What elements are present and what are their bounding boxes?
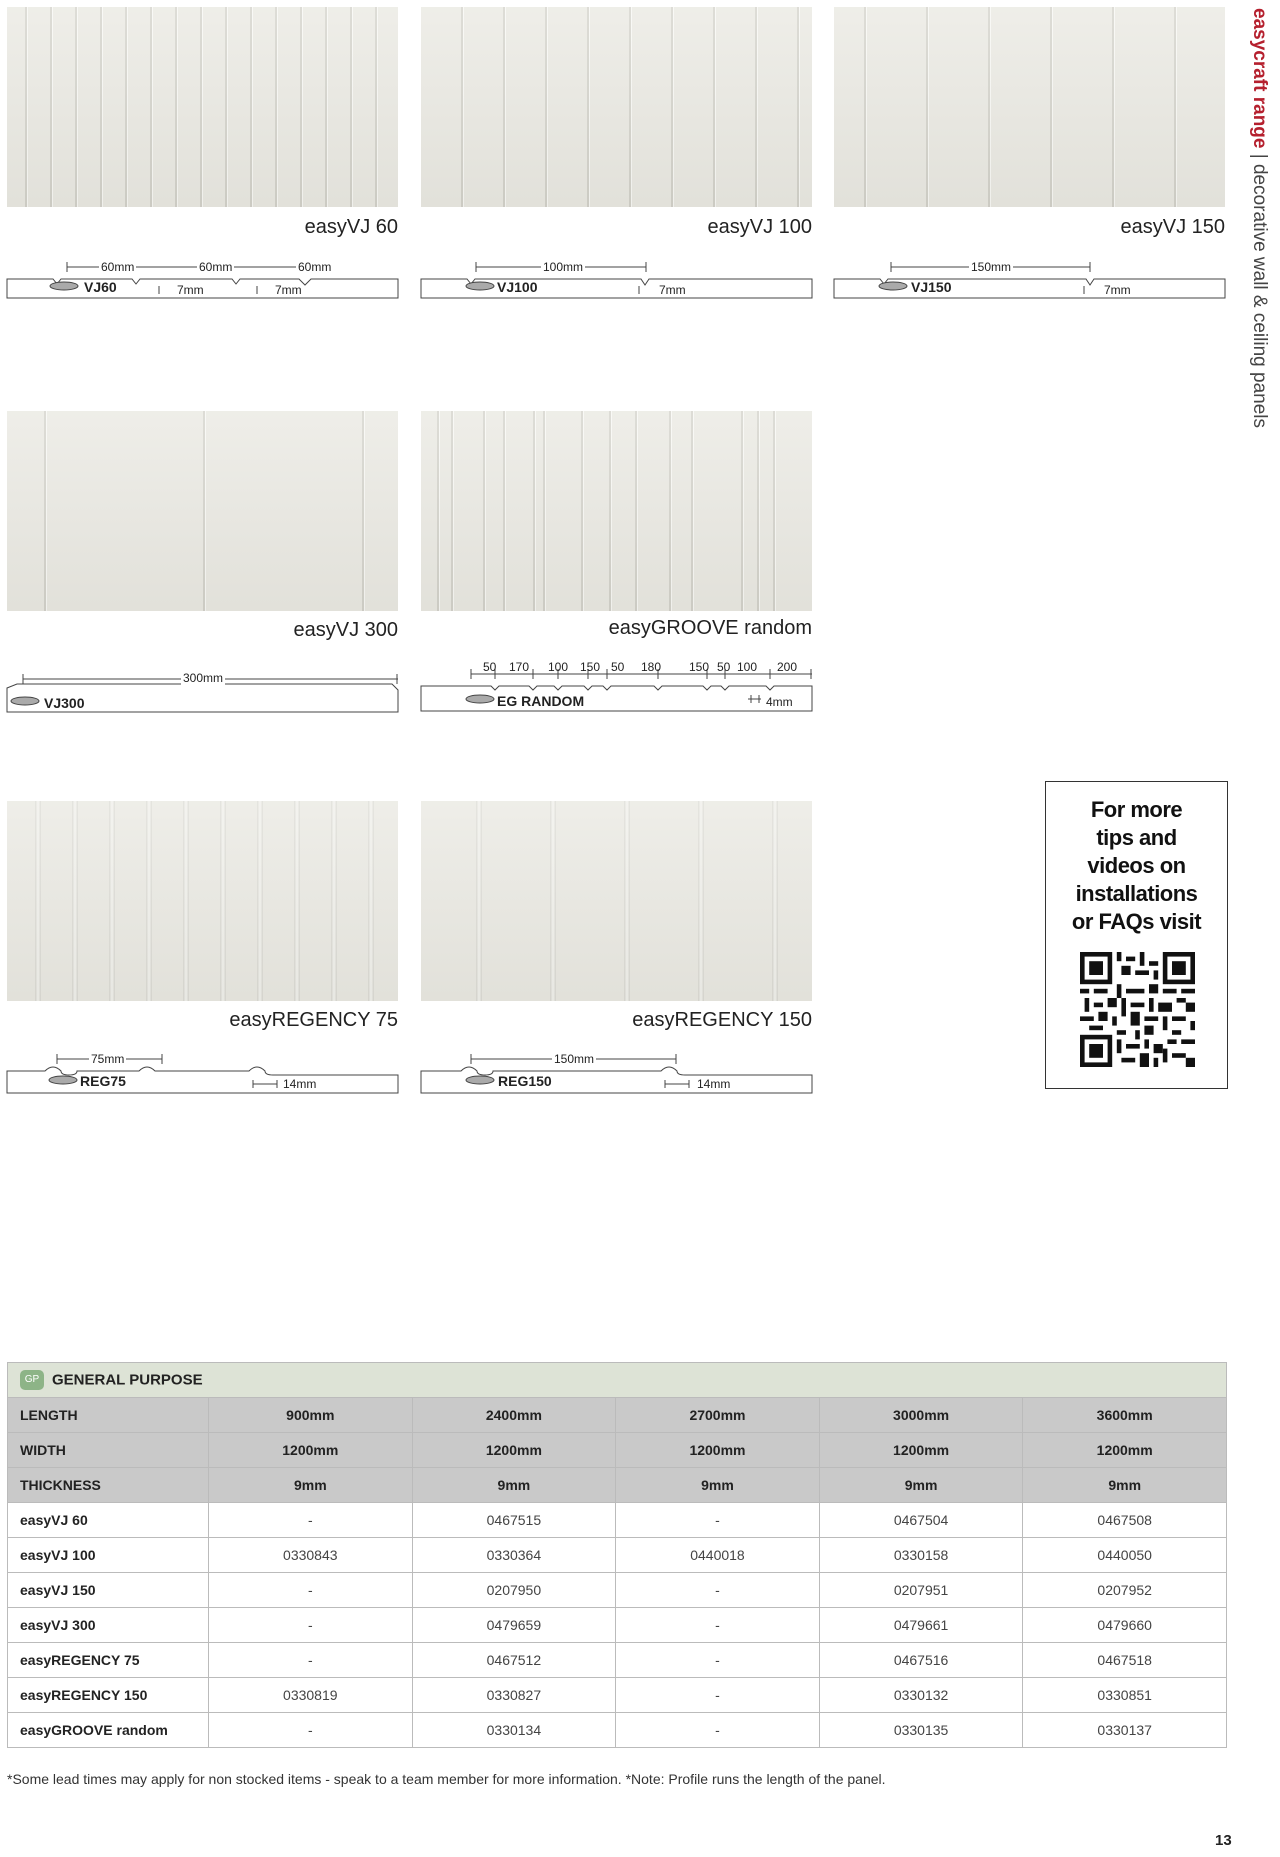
row-label: WIDTH — [8, 1433, 209, 1468]
panel-image-reg150 — [421, 801, 812, 1001]
product-code: 0467516 — [819, 1643, 1023, 1678]
product-name: easyVJ 300 — [8, 1608, 209, 1643]
product-name: easyVJ 100 — [8, 1538, 209, 1573]
header-cell: 900mm — [209, 1398, 413, 1433]
header-cell: 3000mm — [819, 1398, 1023, 1433]
profile-diagram-reg150 — [421, 1050, 812, 1095]
header-cell: 1200mm — [819, 1433, 1023, 1468]
panel-name: easyREGENCY 150 — [632, 1009, 812, 1031]
dim-label: 150 — [580, 660, 601, 674]
product-code: 0330364 — [412, 1538, 616, 1573]
row-label: LENGTH — [8, 1398, 209, 1433]
product-code: 0479659 — [412, 1608, 616, 1643]
dim-label: 170 — [509, 660, 530, 674]
panel-image-vj100 — [421, 7, 812, 207]
header-cell: 1200mm — [209, 1433, 413, 1468]
product-code: 0330827 — [412, 1678, 616, 1713]
panel-image-reg75 — [7, 801, 398, 1001]
dim-label: 150mm — [554, 1052, 595, 1066]
product-code: 0330158 — [819, 1538, 1023, 1573]
profile-diagram-reg75 — [7, 1050, 398, 1095]
header-cell: 9mm — [819, 1468, 1023, 1503]
product-code: - — [209, 1713, 413, 1748]
table-row — [8, 1503, 1227, 1538]
header-cell: 9mm — [1023, 1468, 1227, 1503]
product-code: 0467518 — [1023, 1643, 1227, 1678]
profile-code: VJ100 — [497, 279, 538, 295]
header-cell: 9mm — [209, 1468, 413, 1503]
dim-label: 75mm — [91, 1052, 125, 1066]
product-code: 0207950 — [412, 1573, 616, 1608]
panel-image-vj60 — [7, 7, 398, 207]
page-number: 13 — [1215, 1832, 1232, 1849]
product-code: - — [616, 1713, 820, 1748]
panel-image-vj300 — [7, 411, 398, 611]
product-code: - — [616, 1608, 820, 1643]
dim-label: 300mm — [183, 671, 224, 685]
product-name: easyREGENCY 75 — [8, 1643, 209, 1678]
product-code: 0440050 — [1023, 1538, 1227, 1573]
product-code: 0330132 — [819, 1678, 1023, 1713]
header-cell: 9mm — [412, 1468, 616, 1503]
product-code-table — [7, 1362, 1227, 1748]
length-row — [8, 1398, 1227, 1433]
product-code: - — [209, 1643, 413, 1678]
dim-label: 150mm — [971, 260, 1012, 274]
qr-promo-text: For more tips and videos on installations or FAQs visit — [1071, 797, 1202, 934]
depth-label: 14mm — [283, 1077, 317, 1091]
panel-name: easyVJ 300 — [293, 619, 398, 641]
product-code: 0467512 — [412, 1643, 616, 1678]
table-row — [8, 1713, 1227, 1748]
section-title: GENERAL PURPOSE — [52, 1371, 203, 1389]
product-code: 0207951 — [819, 1573, 1023, 1608]
header-cell: 2400mm — [412, 1398, 616, 1433]
profile-diagram-vj100 — [421, 258, 812, 300]
header-cell: 3600mm — [1023, 1398, 1227, 1433]
dim-label: 100mm — [543, 260, 584, 274]
header-cell: 9mm — [616, 1468, 820, 1503]
product-name: easyGROOVE random — [8, 1713, 209, 1748]
table-row — [8, 1538, 1227, 1573]
table-row — [8, 1573, 1227, 1608]
dim-label: 200 — [777, 660, 798, 674]
dim-label: 60mm — [298, 260, 332, 274]
product-code: 0467504 — [819, 1503, 1023, 1538]
panel-image-vj150 — [834, 7, 1225, 207]
product-code: - — [209, 1608, 413, 1643]
panel-name: easyGROOVE random — [608, 617, 812, 639]
profile-diagram-vj300 — [7, 668, 398, 713]
product-code: 0440018 — [616, 1538, 820, 1573]
product-code: - — [616, 1503, 820, 1538]
product-code: - — [616, 1573, 820, 1608]
side-subtitle: decorative wall & ceiling panels — [1249, 163, 1270, 429]
panel-image-eg-random — [421, 411, 812, 611]
product-code: 0479661 — [819, 1608, 1023, 1643]
header-cell: 1200mm — [1023, 1433, 1227, 1468]
brand-name: easycraft range — [1249, 8, 1270, 149]
product-code: 0330135 — [819, 1713, 1023, 1748]
dim-label: 60mm — [101, 260, 135, 274]
product-code: - — [209, 1573, 413, 1608]
dim-label: 60mm — [199, 260, 233, 274]
qr-promo-box — [1045, 781, 1228, 1089]
profile-code: VJ150 — [911, 279, 952, 295]
footnote: *Some lead times may apply for non stocked items - speak to a team member for more information. *Note: Profile runs the length of the panel. — [7, 1771, 886, 1787]
product-code: 0330851 — [1023, 1678, 1227, 1713]
dim-label: 50 — [483, 660, 497, 674]
product-code: 0207952 — [1023, 1573, 1227, 1608]
header-cell: 2700mm — [616, 1398, 820, 1433]
profile-diagram-vj150 — [834, 258, 1225, 300]
dim-label: 50 — [717, 660, 731, 674]
dim-label: 100 — [548, 660, 569, 674]
depth-label: 7mm — [659, 283, 686, 297]
product-name: easyVJ 150 — [8, 1573, 209, 1608]
product-code: 0330134 — [412, 1713, 616, 1748]
product-code: 0330819 — [209, 1678, 413, 1713]
product-code: 0467508 — [1023, 1503, 1227, 1538]
product-code: - — [209, 1503, 413, 1538]
profile-code: VJ300 — [44, 695, 85, 711]
depth-label: 4mm — [766, 695, 793, 709]
header-cell: 1200mm — [412, 1433, 616, 1468]
product-code: 0479660 — [1023, 1608, 1227, 1643]
section-header-row — [8, 1363, 1227, 1398]
product-name: easyREGENCY 150 — [8, 1678, 209, 1713]
depth-label: 7mm — [1104, 283, 1131, 297]
profile-diagram-vj60 — [7, 258, 398, 300]
qr-code-icon[interactable] — [1080, 952, 1195, 1067]
header-cell: 1200mm — [616, 1433, 820, 1468]
dim-label: 50 — [611, 660, 625, 674]
dim-label: 100 — [737, 660, 758, 674]
profile-code: EG RANDOM — [497, 693, 585, 709]
depth-label: 7mm — [275, 283, 302, 297]
product-code: - — [616, 1678, 820, 1713]
profile-code: REG150 — [498, 1073, 552, 1089]
product-code: 0330843 — [209, 1538, 413, 1573]
depth-label: 14mm — [697, 1077, 731, 1091]
product-code: - — [616, 1643, 820, 1678]
row-label: THICKNESS — [8, 1468, 209, 1503]
product-code: 0330137 — [1023, 1713, 1227, 1748]
product-code: 0467515 — [412, 1503, 616, 1538]
table-row — [8, 1678, 1227, 1713]
panel-name: easyVJ 150 — [1120, 216, 1225, 238]
table-row — [8, 1608, 1227, 1643]
depth-label: 7mm — [177, 283, 204, 297]
profile-code: VJ60 — [84, 279, 117, 295]
profile-code: REG75 — [80, 1073, 126, 1089]
panel-name: easyVJ 100 — [707, 216, 812, 238]
dim-label: 150 — [689, 660, 710, 674]
thickness-row — [8, 1468, 1227, 1503]
width-row — [8, 1433, 1227, 1468]
table-row — [8, 1643, 1227, 1678]
profile-diagram-eg-random — [421, 655, 812, 715]
panel-name: easyREGENCY 75 — [229, 1009, 398, 1031]
side-title: easycraft range | decorative wall & ceiling panels — [1249, 8, 1270, 429]
product-name: easyVJ 60 — [8, 1503, 209, 1538]
panel-name: easyVJ 60 — [304, 216, 398, 238]
gp-badge-icon: GP — [20, 1370, 44, 1390]
dim-label: 180 — [641, 660, 662, 674]
